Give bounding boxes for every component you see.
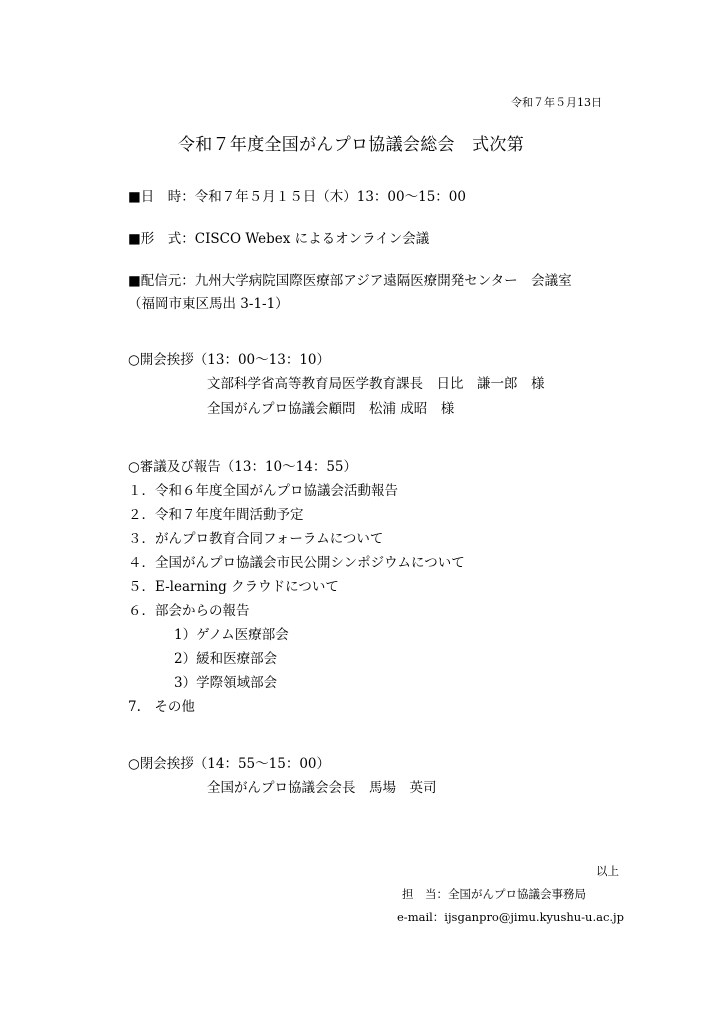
- agenda-item: ３．がんプロ教育合同フォーラムについて: [128, 531, 384, 547]
- end-mark: 以上: [596, 864, 619, 878]
- agenda-item: ５．E-learning クラウドについて: [128, 579, 339, 595]
- format-line: ■形 式：CISCO Webex によるオンライン会議: [128, 231, 430, 247]
- datetime-line: ■日 時：令和７年５月１５日（木）13：00～15：00: [128, 189, 466, 205]
- agenda-item: ４．全国がんプロ協議会市民公開シンポジウムについて: [128, 555, 465, 571]
- agenda-subitem: 2）緩和医療部会: [174, 651, 278, 667]
- opening-speaker: 文部科学省高等教育局医学教育課長 日比 謙一郎 様: [207, 376, 545, 392]
- opening-speaker: 全国がんプロ協議会顧問 松浦 成昭 様: [207, 401, 455, 417]
- closing-heading: ○閉会挨拶（14：55～15：00）: [128, 756, 330, 772]
- opening-heading: ○開会挨拶（13：00～13：10）: [128, 352, 330, 368]
- agenda-subitem: 1）ゲノム医療部会: [174, 627, 289, 643]
- agenda-item: １．令和６年度全国がんプロ協議会活動報告: [128, 483, 398, 499]
- venue-line: ■配信元：九州大学病院国際医療部アジア遠隔医療開発センター 会議室: [128, 273, 572, 289]
- agenda-item: ２．令和７年度年間活動予定: [128, 507, 304, 523]
- agenda-subitem: 3）学際領域部会: [174, 675, 278, 691]
- deliberation-heading: ○審議及び報告（13：10～14：55）: [128, 459, 357, 475]
- email-line: e-mail：ijsganpro@jimu.kyushu-u.ac.jp: [397, 910, 624, 924]
- document-date: 令和７年５月13日: [511, 96, 602, 109]
- address-line: （福岡市東区馬出 3-1-1）: [128, 296, 289, 312]
- closing-speaker: 全国がんプロ協議会会長 馬場 英司: [207, 780, 437, 796]
- document-title: 令和７年度全国がんプロ協議会総会 式次第: [178, 135, 524, 155]
- agenda-other: 7. その他: [128, 699, 195, 715]
- agenda-item: ６．部会からの報告: [128, 603, 250, 619]
- contact-line: 担 当：全国がんプロ協議会事務局: [402, 887, 586, 901]
